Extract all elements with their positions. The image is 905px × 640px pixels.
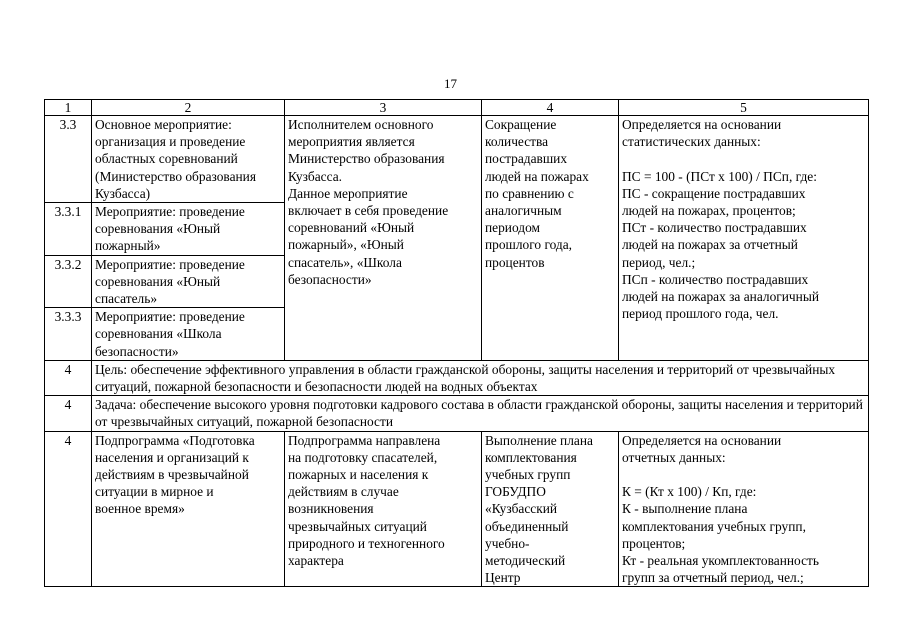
subprogram-indicator-cell [482,431,619,587]
header-cell-5: 5 [619,100,869,116]
subprogram-name: Подпрограмма «Подготовка населения и организаций к действиям в чрезвычайной ситуации в мирное и военное время» [95,432,255,517]
executor-description: Исполнителем основного мероприятия является Министерство образования Кузбасса. Данное мероприятие включает в себя проведение соревнований «Юный пожарный», «Юный спасатель», «Школа безопасности» [285,116,482,361]
calculation-method: Определяется на основании статистических данных: ПС = 100 - (ПСт x 100) / ПСп, где: ПС - сокращение пострадавших людей на пожарах, процентов; ПСт - количество пострадавших людей на пожарах за отчетный период, чел.; ПСп - количество пострадавших людей на пожарах за аналогичный период прошлого года, чел. [619,116,869,361]
row-number: 3.3.2 [45,255,92,308]
indicator-table [44,99,869,587]
row-number: 3.3.1 [45,203,92,256]
task-text: Задача: обеспечение высокого уровня подготовки кадрового состава в области гражданской обороны, защиты населения и территорий от чрезвычайных ситуаций, пожарной безопасности [92,396,869,431]
goal-row [45,360,869,395]
row-name: Мероприятие: проведение соревнования «Юный спасатель» [92,255,285,308]
header-cell-2: 2 [92,100,285,116]
row-name: Мероприятие: проведение соревнования «Школа безопасности» [92,308,285,361]
task-row [45,396,869,431]
row-number: 4 [45,360,92,395]
indicator-name: Сокращение количества пострадавших людей на пожарах по сравнению с аналогичным периодом прошлого года, процентов [482,116,619,361]
row-name: Мероприятие: проведение соревнования «Юный пожарный» [92,203,285,256]
header-cell-1: 1 [45,100,92,116]
header-cell-3: 3 [285,100,482,116]
header-cell-4: 4 [482,100,619,116]
subprogram-method: Определяется на основании отчетных данных: К = (Кт x 100) / Кп, где: К - выполнение плана комплектования учебных групп, процентов; Кт - реальная укомплектованность групп за отчетный период, чел.; [622,432,819,586]
subprogram-description-cell [285,431,482,587]
row-number: 3.3.3 [45,308,92,361]
goal-text: Цель: обеспечение эффективного управления в области гражданской обороны, защиты населения и территорий от чрезвычайных ситуаций, пожарной безопасности и безопасности людей на водных объектах [92,360,869,395]
row-number: 4 [45,431,92,587]
subprogram-row [45,431,869,587]
subprogram-description: Подпрограмма направлена на подготовку спасателей, пожарных и населения к действиям в случае возникновения чрезвычайных ситуаций природного и техногенного характера [288,432,445,569]
subprogram-indicator: Выполнение плана комплектования учебных групп ГОБУДПО «Кузбасский объединенный учебно- методический Центр [485,432,593,586]
row-number: 3.3 [45,116,92,203]
table-row [45,116,869,203]
row-number: 4 [45,396,92,431]
subprogram-method-cell [619,431,869,587]
page-number: 17 [444,76,457,91]
header-row [45,100,869,116]
subprogram-name-cell [92,431,285,587]
row-name: Основное мероприятие: организация и проведение областных соревнований (Министерство образования Кузбасса) [92,116,285,203]
